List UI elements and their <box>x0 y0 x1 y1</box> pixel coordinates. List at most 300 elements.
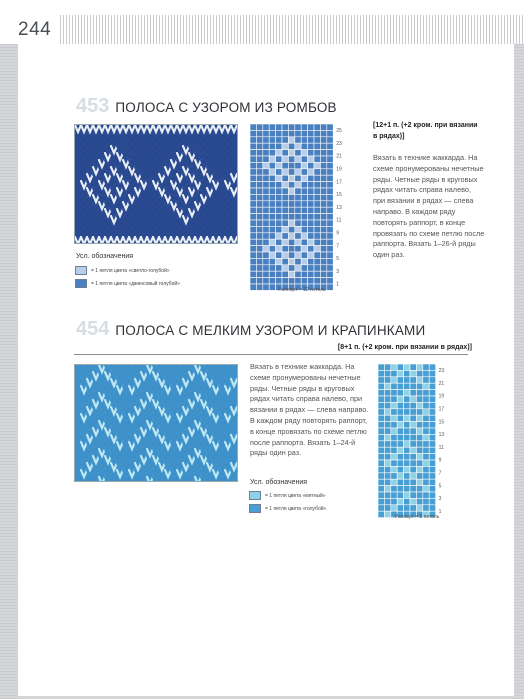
chart-cell <box>429 422 435 428</box>
chart-cell <box>327 201 333 207</box>
chart-cell <box>320 188 326 194</box>
row-number-label: 21 <box>438 380 445 387</box>
chart-cell <box>295 207 301 213</box>
legend-label: = 1 петля цвета «светло-голубой» <box>91 267 170 274</box>
chart-cell <box>276 150 282 156</box>
chart-cell <box>429 454 435 460</box>
row-number-label: 9 <box>438 457 442 464</box>
chart-cell <box>256 194 262 200</box>
chart-cell <box>423 486 429 492</box>
chart-cell <box>256 233 262 239</box>
chart-cell <box>416 422 422 428</box>
chart-cell <box>295 214 301 220</box>
chart-cell <box>314 278 320 284</box>
section-454-legend-item <box>249 491 326 500</box>
chart-cell <box>410 479 416 485</box>
chart-cell <box>269 265 275 271</box>
chart-cell <box>416 370 422 376</box>
chart-cell <box>301 265 307 271</box>
chart-cell <box>384 370 390 376</box>
chart-cell <box>378 390 384 396</box>
chart-cell <box>429 492 435 498</box>
chart-cell <box>378 486 384 492</box>
chart-cell <box>308 207 314 213</box>
chart-cell <box>269 175 275 181</box>
chart-cell <box>250 220 256 226</box>
chart-cell <box>391 454 397 460</box>
section-454-number: 454 <box>76 318 110 340</box>
chart-cell <box>263 175 269 181</box>
chart-cell <box>250 137 256 143</box>
chart-cell <box>269 124 275 130</box>
chart-cell <box>282 239 288 245</box>
chart-cell <box>327 278 333 284</box>
chart-cell <box>308 214 314 220</box>
chart-cell <box>269 130 275 136</box>
chart-cell <box>295 201 301 207</box>
chart-cell <box>314 169 320 175</box>
chart-cell <box>384 473 390 479</box>
chart-cell <box>384 396 390 402</box>
chart-cell <box>308 233 314 239</box>
chart-cell <box>288 265 294 271</box>
row-number-label: 23 <box>336 140 342 147</box>
chart-cell <box>416 447 422 453</box>
chart-cell <box>423 492 429 498</box>
chart-cell <box>263 182 269 188</box>
chart-cell <box>327 175 333 181</box>
chart-cell <box>410 498 416 504</box>
chart-cell <box>391 441 397 447</box>
chart-cell <box>423 364 429 370</box>
chart-cell <box>416 505 422 511</box>
chart-cell <box>301 188 307 194</box>
chart-cell <box>269 239 275 245</box>
chart-cell <box>288 182 294 188</box>
chart-cell <box>320 278 326 284</box>
chart-cell <box>276 182 282 188</box>
chart-cell <box>301 226 307 232</box>
chart-cell <box>416 441 422 447</box>
chart-cell <box>276 252 282 258</box>
chart-cell <box>378 454 384 460</box>
chart-cell <box>288 162 294 168</box>
chart-cell <box>295 162 301 168</box>
chart-cell <box>314 207 320 213</box>
chart-cell <box>320 214 326 220</box>
chart-cell <box>263 124 269 130</box>
chart-cell <box>384 460 390 466</box>
chart-cell <box>410 473 416 479</box>
chart-cell <box>263 246 269 252</box>
chart-cell <box>295 124 301 130</box>
section-454-heading <box>76 318 425 341</box>
chart-cell <box>320 239 326 245</box>
chart-cell <box>282 188 288 194</box>
chart-cell <box>269 271 275 277</box>
chart-cell <box>308 201 314 207</box>
chart-cell <box>416 377 422 383</box>
chart-cell <box>314 233 320 239</box>
chart-cell <box>301 207 307 213</box>
row-number-label: 17 <box>336 179 342 186</box>
chart-cell <box>250 156 256 162</box>
chart-cell <box>308 265 314 271</box>
chart-cell <box>327 233 333 239</box>
chart-cell <box>391 479 397 485</box>
chart-cell <box>282 252 288 258</box>
chart-cell <box>301 124 307 130</box>
row-number-label: 9 <box>336 230 339 237</box>
chart-cell <box>423 473 429 479</box>
chart-cell <box>250 124 256 130</box>
chart-cell <box>320 143 326 149</box>
chart-cell <box>410 370 416 376</box>
chart-cell <box>295 278 301 284</box>
chart-cell <box>404 492 410 498</box>
chart-cell <box>397 479 403 485</box>
chart-cell <box>384 479 390 485</box>
chart-cell <box>282 246 288 252</box>
chart-cell <box>276 265 282 271</box>
chart-cell <box>301 169 307 175</box>
chart-cell <box>276 130 282 136</box>
chart-cell <box>416 383 422 389</box>
chart-cell <box>282 182 288 188</box>
legend-label: = 1 петля цвета «джинсовый голубой» <box>91 280 180 287</box>
chart-cell <box>320 252 326 258</box>
chart-cell <box>314 124 320 130</box>
chart-cell <box>320 156 326 162</box>
chart-cell <box>301 239 307 245</box>
section-453-number: 453 <box>76 95 110 117</box>
section-454-divider <box>74 354 468 355</box>
chart-cell <box>416 415 422 421</box>
chart-cell <box>282 162 288 168</box>
chart-cell <box>282 143 288 149</box>
chart-cell <box>397 492 403 498</box>
chart-cell <box>378 498 384 504</box>
chart-cell <box>263 169 269 175</box>
chart-cell <box>314 246 320 252</box>
chart-cell <box>378 377 384 383</box>
chart-cell <box>404 479 410 485</box>
chart-cell <box>269 233 275 239</box>
chart-cell <box>256 207 262 213</box>
chart-cell <box>276 188 282 194</box>
chart-cell <box>378 364 384 370</box>
section-454-legend-title: Усл. обозначения <box>250 479 308 486</box>
chart-cell <box>320 130 326 136</box>
row-number-label: 5 <box>336 256 339 263</box>
chart-cell <box>308 246 314 252</box>
chart-cell <box>256 220 262 226</box>
row-number-label: 7 <box>336 243 339 250</box>
chart-cell <box>320 246 326 252</box>
chart-cell <box>314 175 320 181</box>
chart-cell <box>276 143 282 149</box>
chart-cell <box>416 492 422 498</box>
chart-cell <box>397 441 403 447</box>
chart-cell <box>397 428 403 434</box>
chart-cell <box>276 137 282 143</box>
chart-cell <box>423 441 429 447</box>
chart-cell <box>416 390 422 396</box>
chart-cell <box>416 460 422 466</box>
chart-cell <box>423 428 429 434</box>
row-number-label: 15 <box>336 192 342 199</box>
chart-cell <box>327 194 333 200</box>
chart-cell <box>263 137 269 143</box>
chart-cell <box>308 252 314 258</box>
chart-cell <box>282 220 288 226</box>
chart-cell <box>308 156 314 162</box>
chart-cell <box>327 169 333 175</box>
chart-cell <box>308 169 314 175</box>
chart-cell <box>404 447 410 453</box>
chart-cell <box>320 233 326 239</box>
chart-cell <box>288 214 294 220</box>
chart-cell <box>404 466 410 472</box>
chart-cell <box>410 454 416 460</box>
chart-cell <box>327 214 333 220</box>
chart-cell <box>288 271 294 277</box>
chart-cell <box>397 473 403 479</box>
chart-cell <box>404 486 410 492</box>
chart-cell <box>378 473 384 479</box>
chart-cell <box>320 258 326 264</box>
chart-cell <box>282 258 288 264</box>
chart-cell <box>276 169 282 175</box>
chart-cell <box>282 214 288 220</box>
chart-cell <box>327 207 333 213</box>
chart-cell <box>295 130 301 136</box>
chart-cell <box>301 182 307 188</box>
chart-cell <box>288 252 294 258</box>
chart-cell <box>276 156 282 162</box>
chart-cell <box>269 207 275 213</box>
chart-cell <box>391 460 397 466</box>
chart-cell <box>320 137 326 143</box>
row-number-label: 1 <box>438 508 442 515</box>
chart-cell <box>263 188 269 194</box>
chart-cell <box>314 130 320 136</box>
chart-cell <box>410 505 416 511</box>
chart-cell <box>295 246 301 252</box>
chart-cell <box>288 124 294 130</box>
chart-cell <box>410 402 416 408</box>
chart-cell <box>320 162 326 168</box>
chart-cell <box>378 396 384 402</box>
chart-cell <box>269 156 275 162</box>
chart-cell <box>429 447 435 453</box>
chart-cell <box>320 124 326 130</box>
chart-cell <box>301 194 307 200</box>
row-number-label: 17 <box>438 406 445 413</box>
chart-cell <box>301 246 307 252</box>
chart-cell <box>378 466 384 472</box>
chart-cell <box>429 370 435 376</box>
chart-cell <box>269 194 275 200</box>
chart-cell <box>256 201 262 207</box>
chart-cell <box>256 278 262 284</box>
row-number-label: 13 <box>438 432 445 439</box>
chart-cell <box>269 220 275 226</box>
chart-cell <box>301 162 307 168</box>
chart-cell <box>250 182 256 188</box>
chart-cell <box>397 434 403 440</box>
chart-cell <box>288 233 294 239</box>
chart-cell <box>314 162 320 168</box>
chart-cell <box>410 447 416 453</box>
chart-cell <box>314 156 320 162</box>
chart-cell <box>404 364 410 370</box>
chart-cell <box>276 124 282 130</box>
chart-cell <box>269 162 275 168</box>
chart-cell <box>288 220 294 226</box>
chart-cell <box>263 265 269 271</box>
chart-cell <box>314 201 320 207</box>
chart-cell <box>378 492 384 498</box>
chart-cell <box>327 239 333 245</box>
chart-cell <box>378 447 384 453</box>
chart-cell <box>384 486 390 492</box>
chart-cell <box>327 130 333 136</box>
chart-cell <box>282 130 288 136</box>
chart-cell <box>308 194 314 200</box>
chart-cell <box>327 188 333 194</box>
chart-cell <box>429 473 435 479</box>
chart-cell <box>250 175 256 181</box>
chart-cell <box>308 162 314 168</box>
chart-cell <box>301 220 307 226</box>
chart-cell <box>416 402 422 408</box>
page-number: 244 <box>18 19 52 40</box>
chart-cell <box>288 194 294 200</box>
chart-cell <box>391 492 397 498</box>
chart-cell <box>384 377 390 383</box>
chart-cell <box>282 201 288 207</box>
chart-cell <box>378 505 384 511</box>
chart-cell <box>250 162 256 168</box>
chart-cell <box>314 150 320 156</box>
chart-cell <box>429 415 435 421</box>
chart-cell <box>320 169 326 175</box>
chart-cell <box>308 175 314 181</box>
chart-cell <box>250 194 256 200</box>
chart-cell <box>423 447 429 453</box>
chart-cell <box>269 188 275 194</box>
chart-cell <box>301 271 307 277</box>
chart-cell <box>397 364 403 370</box>
chart-cell <box>301 150 307 156</box>
chart-cell <box>320 182 326 188</box>
chart-cell <box>295 188 301 194</box>
chart-cell <box>423 505 429 511</box>
chart-cell <box>378 409 384 415</box>
chart-cell <box>410 364 416 370</box>
section-453-stitch-note: [12+1 п. (+2 кром. при вязании в рядах)] <box>373 122 478 140</box>
chart-cell <box>327 246 333 252</box>
chart-cell <box>320 207 326 213</box>
chart-cell <box>256 252 262 258</box>
chart-cell <box>250 130 256 136</box>
chart-cell <box>327 258 333 264</box>
chart-cell <box>295 175 301 181</box>
chart-cell <box>416 498 422 504</box>
chart-cell <box>295 182 301 188</box>
chart-cell <box>416 409 422 415</box>
chart-cell <box>308 278 314 284</box>
chart-cell <box>384 390 390 396</box>
row-number-label: 11 <box>336 217 342 224</box>
chart-cell <box>256 214 262 220</box>
chart-cell <box>256 258 262 264</box>
section-454-knit-photo <box>74 364 238 482</box>
chart-cell <box>276 239 282 245</box>
chart-cell <box>384 428 390 434</box>
chart-cell <box>404 505 410 511</box>
chart-cell <box>263 143 269 149</box>
chart-cell <box>308 271 314 277</box>
chart-cell <box>314 252 320 258</box>
chart-cell <box>327 220 333 226</box>
chart-cell <box>327 162 333 168</box>
chart-cell <box>256 169 262 175</box>
chart-cell <box>378 434 384 440</box>
chart-cell <box>288 207 294 213</box>
chart-cell <box>384 441 390 447</box>
chart-cell <box>276 258 282 264</box>
chart-cell <box>378 428 384 434</box>
chart-cell <box>295 252 301 258</box>
chart-cell <box>269 252 275 258</box>
chart-cell <box>404 441 410 447</box>
chart-cell <box>250 252 256 258</box>
chart-cell <box>423 460 429 466</box>
chart-cell <box>423 402 429 408</box>
chart-cell <box>423 454 429 460</box>
chart-cell <box>256 271 262 277</box>
chart-cell <box>250 271 256 277</box>
chart-cell <box>256 130 262 136</box>
chart-cell <box>263 220 269 226</box>
chart-cell <box>397 505 403 511</box>
chart-cell <box>308 182 314 188</box>
chart-cell <box>397 402 403 408</box>
chart-cell <box>295 258 301 264</box>
chart-cell <box>314 258 320 264</box>
chart-cell <box>378 441 384 447</box>
chart-cell <box>391 383 397 389</box>
chart-cell <box>410 377 416 383</box>
chart-cell <box>308 220 314 226</box>
chart-cell <box>295 220 301 226</box>
row-number-label: 3 <box>438 496 442 503</box>
chart-cell <box>301 143 307 149</box>
chart-cell <box>320 175 326 181</box>
chart-cell <box>410 441 416 447</box>
chart-cell <box>256 188 262 194</box>
chart-cell <box>308 226 314 232</box>
chart-cell <box>250 150 256 156</box>
chart-cell <box>423 422 429 428</box>
section-453-heading <box>76 95 337 118</box>
chart-cell <box>250 265 256 271</box>
chart-cell <box>391 466 397 472</box>
row-number-label: 19 <box>336 166 342 173</box>
chart-cell <box>429 486 435 492</box>
